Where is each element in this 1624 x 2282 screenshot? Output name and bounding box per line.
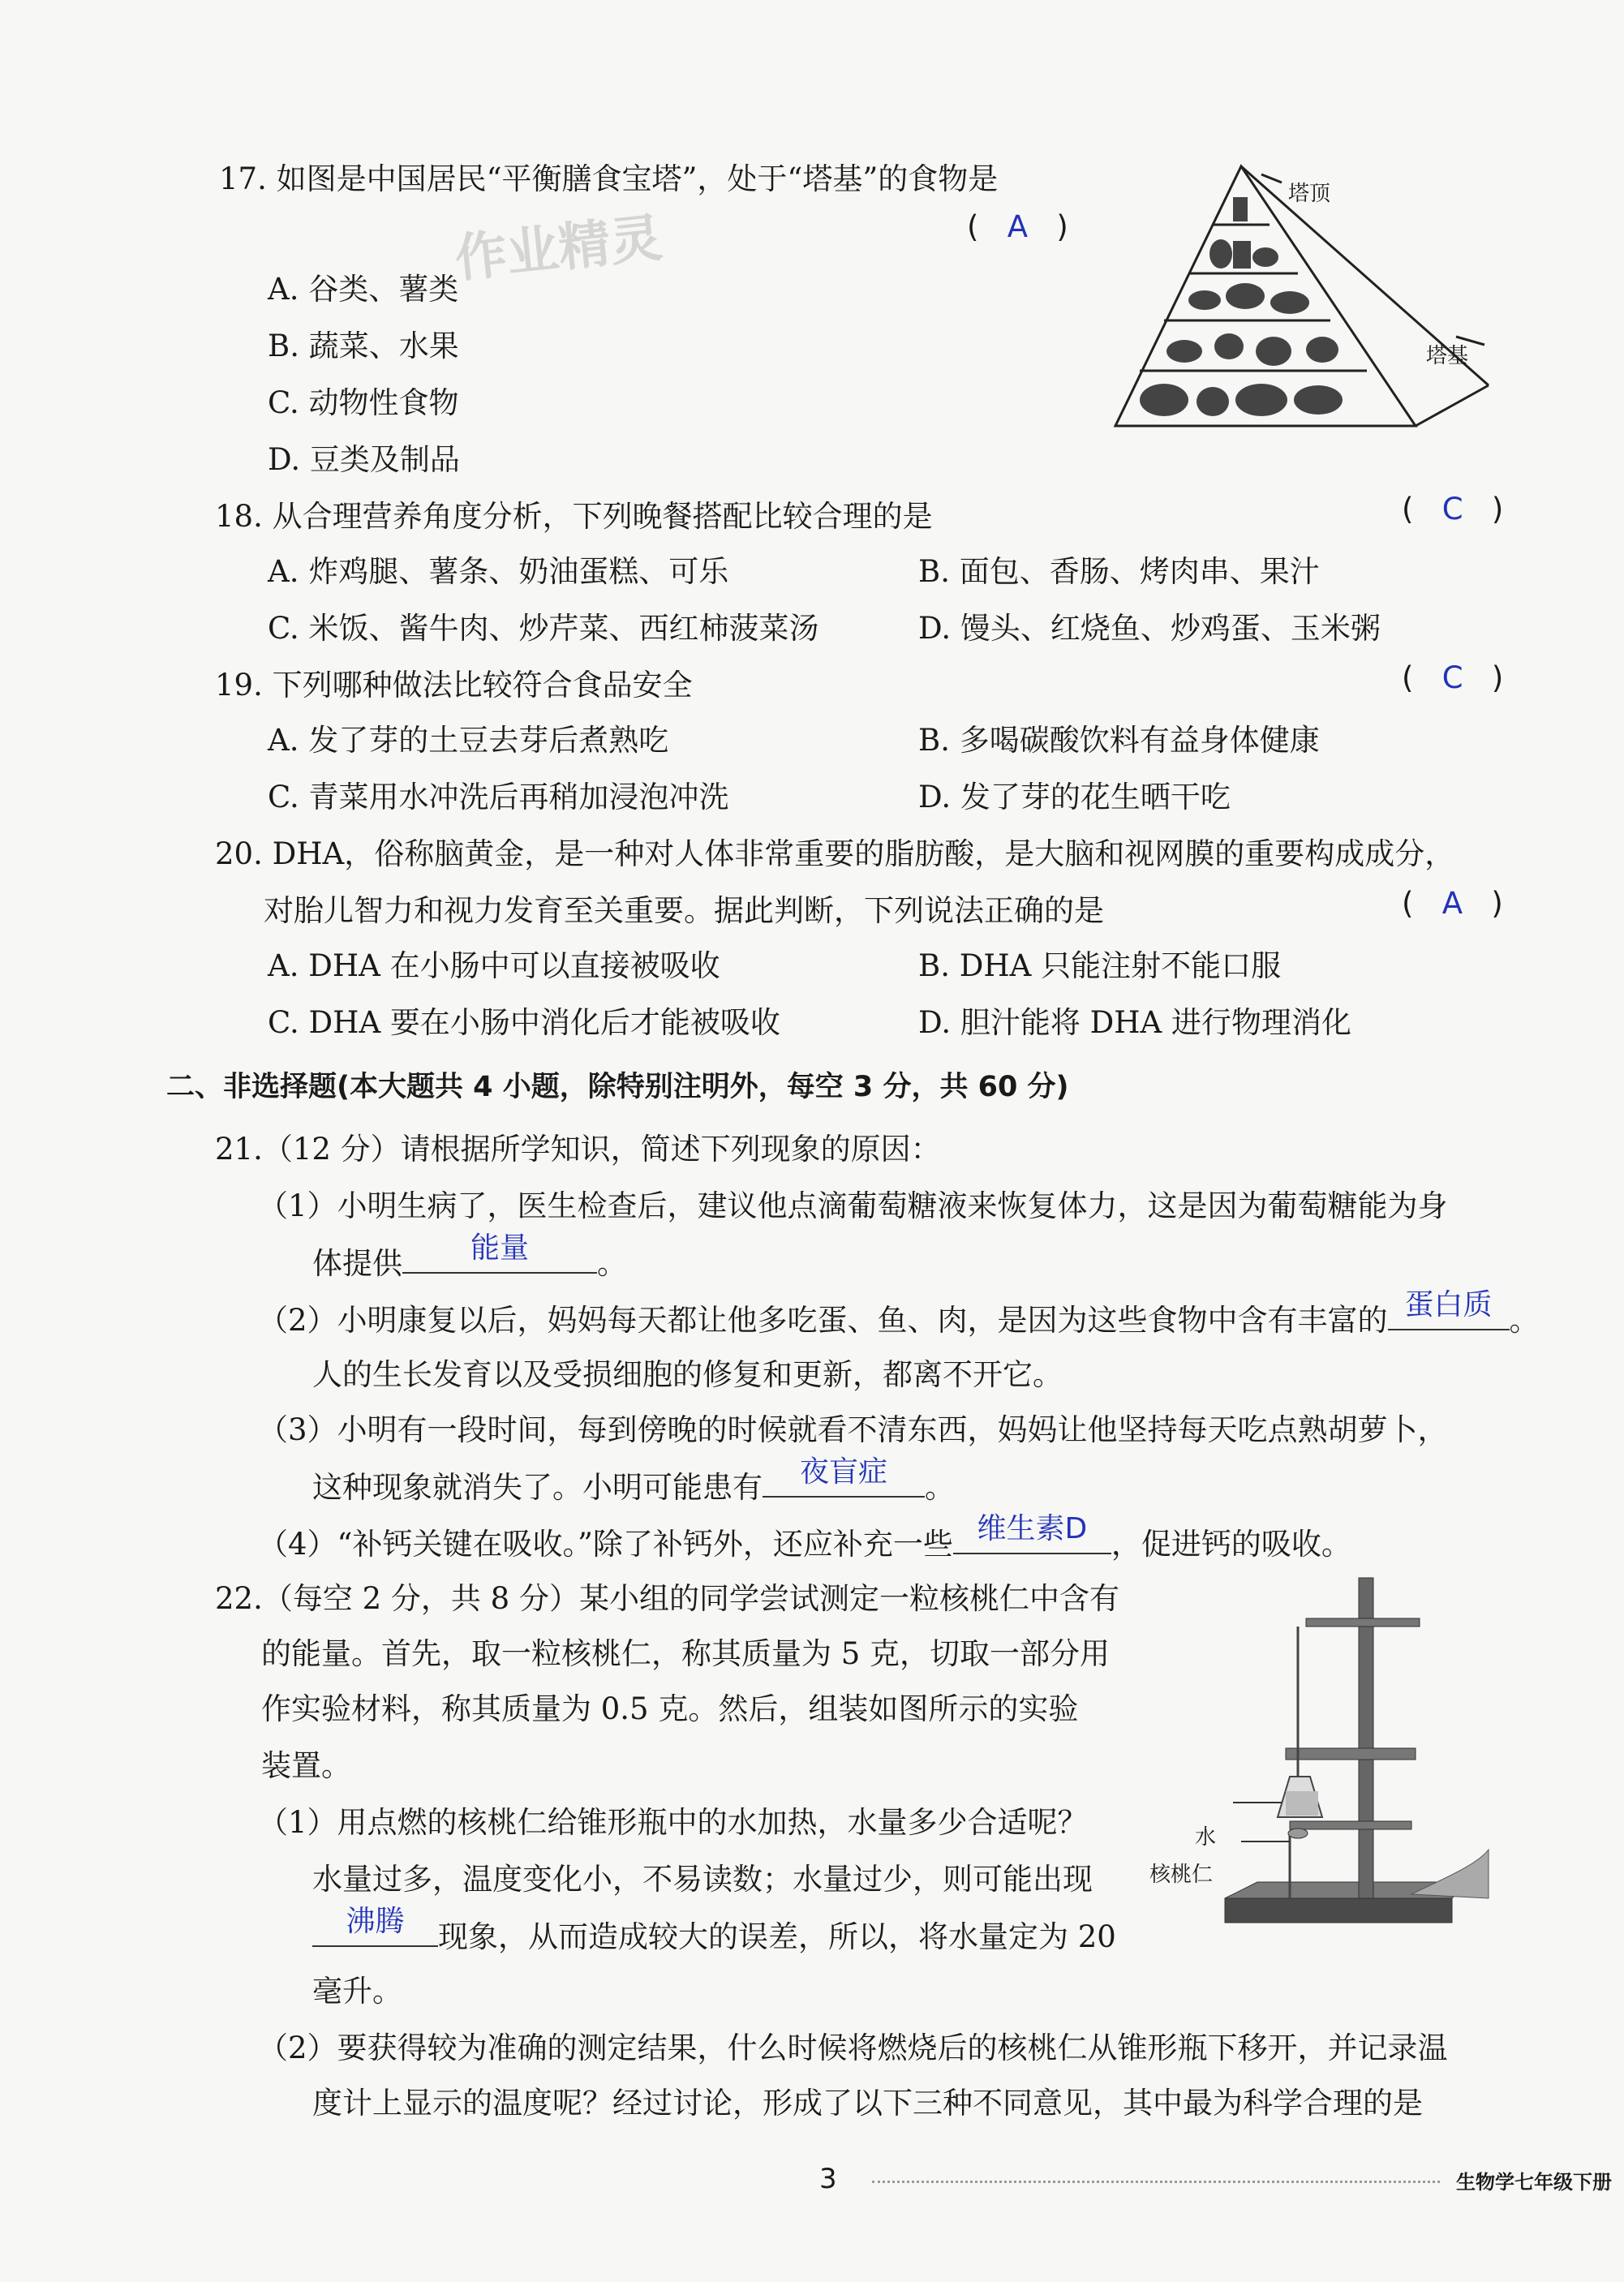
q21-stem: 21.（12 分）请根据所学知识，简述下列现象的原因： xyxy=(215,1132,941,1167)
q21-p4-answer: 维生素D xyxy=(977,1512,1088,1545)
q21-p4-pre: （4）“补钙关键在吸收。”除了补钙外，还应补充一些 xyxy=(258,1527,953,1562)
q22-line4: 装置。 xyxy=(261,1748,351,1783)
q21-p2-line1-pre: （2）小明康复以后，妈妈每天都让他多吃蛋、鱼、肉，是因为这些食物中含有丰富的 xyxy=(258,1303,1388,1338)
q22-p2-line1: （2）要获得较为准确的测定结果，什么时候将燃烧后的核桃仁从锥形瓶下移开，并记录温 xyxy=(258,2031,1448,2065)
footer-book-title: 生物学七年级下册 xyxy=(1456,2171,1612,2194)
q18-option-a: A. 炸鸡腿、薯条、奶油蛋糕、可乐 xyxy=(268,554,729,589)
q22-p1-line3-post: 现象，从而造成较大的误差，所以，将水量定为 20 xyxy=(438,1919,1116,1954)
q21-p4 xyxy=(258,1512,1351,1563)
q22-p1-line4: 毫升。 xyxy=(312,1974,402,2009)
q20-answer-paren: ( A ) xyxy=(1402,886,1503,921)
q21-p3-blank xyxy=(763,1455,925,1498)
q21-p2-blank xyxy=(1388,1288,1510,1330)
q17-answer-paren: ( A ) xyxy=(967,209,1068,244)
q18-option-b: B. 面包、香肠、烤肉串、果汁 xyxy=(918,554,1320,589)
pyramid-label-top: 塔顶 xyxy=(1288,182,1331,206)
q20-option-c: C. DHA 要在小肠中消化后才能被吸收 xyxy=(268,1005,780,1040)
q22-line1: 22.（每空 2 分，共 8 分）某小组的同学尝试测定一粒核桃仁中含有 xyxy=(215,1581,1119,1616)
q20-stem-line2: 对胎儿智力和视力发育至关重要。据此判断，下列说法正确的是 xyxy=(264,893,1104,928)
q19-answer-paren: ( C ) xyxy=(1402,660,1504,695)
q18-answer-paren: ( C ) xyxy=(1402,492,1504,526)
q21-p2-answer: 蛋白质 xyxy=(1404,1288,1493,1321)
q21-p2-line1-post: 。 xyxy=(1509,1303,1540,1338)
q21-p3-answer: 夜盲症 xyxy=(799,1455,887,1489)
q21-p3-line2-post: 。 xyxy=(925,1470,955,1505)
q19-answer: C xyxy=(1441,660,1463,695)
q20-option-b: B. DHA 只能注射不能口服 xyxy=(918,948,1282,983)
watermark: 作业精灵 xyxy=(452,208,665,290)
q21-p1-answer: 能量 xyxy=(470,1231,529,1265)
q21-p1-line2-pre: 体提供 xyxy=(312,1246,402,1281)
q22-p1-line2: 水量过多，温度变化小，不易读数；水量过少，则可能出现 xyxy=(312,1862,1093,1897)
q17-stem: 17. 如图是中国居民“平衡膳食宝塔”，处于“塔基”的食物是 xyxy=(219,161,999,196)
q19-option-d: D. 发了芽的花生晒干吃 xyxy=(918,780,1231,814)
q21-p4-blank xyxy=(953,1512,1111,1554)
q20-option-d: D. 胆汁能将 DHA 进行物理消化 xyxy=(918,1005,1352,1040)
q20-stem-line1: 20. DHA，俗称脑黄金，是一种对人体非常重要的脂肪酸，是大脑和视网膜的重要构成成分， xyxy=(215,836,1455,871)
q22-line3: 作实验材料，称其质量为 0.5 克。然后，组装如图所示的实验 xyxy=(261,1691,1079,1726)
q18-stem: 18. 从合理营养角度分析，下列晚餐搭配比较合理的是 xyxy=(215,499,933,534)
q17-option-b: B. 蔬菜、水果 xyxy=(268,329,459,363)
q22-p1-blank xyxy=(312,1905,438,1947)
q17-option-c: C. 动物性食物 xyxy=(268,385,459,420)
q22-p2-line2: 度计上显示的温度呢？经过讨论，形成了以下三种不同意见，其中最为科学合理的是 xyxy=(312,2086,1423,2121)
q21-p1-line2 xyxy=(312,1231,627,1283)
q21-p1-line1: （1）小明生病了，医生检查后，建议他点滴葡萄糖液来恢复体力，这是因为葡萄糖能为身 xyxy=(258,1188,1448,1223)
q18-option-d: D. 馒头、红烧鱼、炒鸡蛋、玉米粥 xyxy=(918,611,1381,646)
q18-answer: C xyxy=(1441,492,1463,526)
footer-dotted-line xyxy=(872,2181,1440,2183)
apparatus-label-water: 水 xyxy=(1195,1825,1217,1850)
apparatus-label-walnut: 核桃仁 xyxy=(1149,1863,1214,1887)
q22-line2: 的能量。首先，取一粒核桃仁，称其质量为 5 克，切取一部分用 xyxy=(261,1636,1111,1671)
q21-p2-line1 xyxy=(258,1288,1540,1339)
q20-option-a: A. DHA 在小肠中可以直接被吸收 xyxy=(268,948,720,983)
q17-option-d: D. 豆类及制品 xyxy=(268,442,460,477)
q17-answer: A xyxy=(1007,209,1029,244)
lab-apparatus-figure xyxy=(1209,1574,1501,1963)
pyramid-label-base: 塔基 xyxy=(1426,344,1469,368)
q21-p1-line2-post: 。 xyxy=(597,1246,627,1281)
q21-p3-line2 xyxy=(312,1455,955,1506)
q19-stem: 19. 下列哪种做法比较符合食品安全 xyxy=(215,668,693,703)
q20-answer: A xyxy=(1441,886,1463,921)
q18-option-c: C. 米饭、酱牛肉、炒芹菜、西红柿菠菜汤 xyxy=(268,611,819,646)
q19-option-c: C. 青菜用水冲洗后再稍加浸泡冲洗 xyxy=(268,780,729,814)
q22-p1-answer: 沸腾 xyxy=(346,1905,405,1938)
section-2-title: 二、非选择题(本大题共 4 小题，除特别注明外，每空 3 分，共 60 分) xyxy=(166,1071,1069,1103)
page-number: 3 xyxy=(819,2163,837,2195)
q21-p3-line1: （3）小明有一段时间，每到傍晚的时候就看不清东西，妈妈让他坚持每天吃点熟胡萝卜， xyxy=(258,1412,1448,1447)
q19-option-b: B. 多喝碳酸饮料有益身体健康 xyxy=(918,723,1320,758)
q21-p3-line2-pre: 这种现象就消失了。小明可能患有 xyxy=(312,1470,763,1505)
q19-option-a: A. 发了芽的土豆去芽后煮熟吃 xyxy=(268,723,669,758)
q21-p1-blank xyxy=(402,1231,597,1274)
q21-p2-line2: 人的生长发育以及受损细胞的修复和更新，都离不开它。 xyxy=(312,1357,1063,1392)
q22-p1-line3 xyxy=(312,1905,1116,1956)
q22-p1-line1: （1）用点燃的核桃仁给锥形瓶中的水加热，水量多少合适呢？ xyxy=(258,1805,1088,1840)
q17-option-a: A. 谷类、薯类 xyxy=(268,272,459,307)
q21-p4-post: ，促进钙的吸收。 xyxy=(1111,1527,1351,1562)
